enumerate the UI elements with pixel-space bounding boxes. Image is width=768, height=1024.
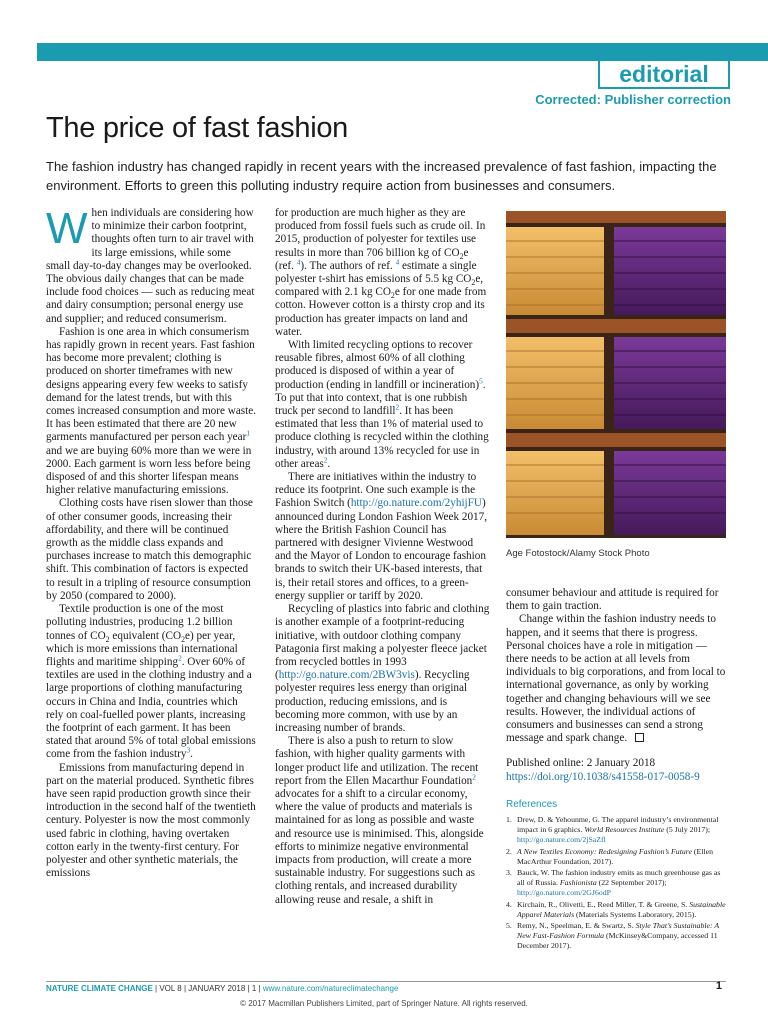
- reference-number: 1.: [506, 815, 512, 825]
- doi-link[interactable]: https://doi.org/10.1038/s41558-017-0058-9: [506, 770, 700, 783]
- paragraph-text: e for one made from cotton. However cotton is a thirsty crop and its production has greater impacts on land and water.: [275, 286, 487, 338]
- reference-title: Fashionista: [559, 878, 597, 888]
- reference-number: 3.: [506, 868, 512, 878]
- page-footer: [46, 984, 398, 993]
- paragraph: [46, 603, 256, 761]
- article-title: The price of fast fashion: [46, 112, 348, 144]
- reference-item: [506, 868, 726, 899]
- article-type-label: editorial: [619, 61, 709, 87]
- patagonia-link[interactable]: http://go.nature.com/2BW3vis: [278, 669, 415, 682]
- subscript: 2: [471, 278, 476, 288]
- footer-divider: [46, 981, 726, 982]
- paragraph-text: There is also a push to return to slow fashion, with higher quality garments with longer product life and utilization. The recent report from the Ellen Macarthur Foundation: [275, 735, 479, 787]
- reference-title: Sustainable Apparel Materials: [517, 899, 726, 919]
- paragraph-text: There are initiatives within the industry to reduce its footprint. One such example is the Fashion Switch (: [275, 471, 477, 510]
- paragraph-text: .: [327, 457, 331, 470]
- paragraph: [46, 326, 256, 498]
- subscript: 2: [459, 251, 464, 261]
- journal-name: NATURE CLIMATE CHANGE: [46, 984, 153, 993]
- paragraph-text: ). Recycling polyester requires less energy than original production, reducing emissions, and is becoming more common, with use by an increasing number of brands.: [275, 669, 470, 734]
- body-column-3: [506, 587, 726, 953]
- paragraph-text: With limited recycling options to recover reusable fibres, almost 60% of all clothing produced is disposed of within a year of production (ending in landfill or incineration): [275, 339, 480, 391]
- reference-text-part: (5 July 2017);: [664, 825, 711, 835]
- sweaters-photo: [506, 211, 726, 538]
- subscript: 2: [390, 291, 395, 301]
- paragraph: [275, 339, 490, 471]
- citation-ref[interactable]: 2: [472, 773, 476, 781]
- issue-details: | VOL 8 | JANUARY 2018 | 1 |: [152, 984, 263, 993]
- reference-item: [506, 847, 726, 867]
- reference-title: Style That’s Sustainable: A New Fast-Fashion Formula: [517, 921, 719, 941]
- paragraph: [46, 204, 256, 326]
- citation-ref[interactable]: 4: [296, 258, 301, 267]
- body-column-1: [46, 204, 257, 880]
- paragraph-text: e (ref.: [275, 246, 469, 272]
- paragraph: [275, 207, 490, 339]
- citation-ref[interactable]: 4: [395, 258, 400, 267]
- paragraph-text: hen individuals are considering how to minimize their carbon footprint, thoughts often turn to air travel with its large emissions, while some small day-to-day changes may be overlooked. The obvious daily changes that can be made include food choices — such as reducing meat and dairy consumption; personal energy use and supplier; and reduced consumerism.: [46, 207, 255, 325]
- journal-url-link[interactable]: www.nature.com/natureclimatechange: [262, 984, 399, 993]
- citation-ref[interactable]: 2: [178, 654, 182, 663]
- reference-text: [517, 868, 726, 899]
- paragraph-text: . Over 60% of textiles are used in the clothing industry and a large proportions of clothing manufacturing occurs in China and India, countries which rely on coal-fuelled power plants, increasing the footprint of each garment. It has been stated that around 5% of total global emissions come from the fashion industry: [46, 655, 256, 761]
- subscript: 2: [181, 634, 185, 644]
- photo-credit: Age Fotostock/Alamy Stock Photo: [506, 548, 650, 559]
- paragraph-text: and we are buying 60% more than we were in 2000. Each garment is worn less before being disposed of and this shorter lifespan means higher relative manufacturing emissions.: [46, 444, 252, 497]
- drop-cap: W: [46, 204, 88, 253]
- paragraph-text: equivalent (CO: [109, 629, 182, 642]
- reference-text-part: (22 September 2017);: [596, 878, 667, 888]
- reference-text-part: (Ellen MacArthur Foundation, 2017).: [517, 846, 713, 866]
- reference-text: [517, 847, 726, 867]
- paragraph-text: e) per year, which is more emissions than international flights and maritime shipping: [46, 629, 238, 668]
- paragraph-text: . It has been estimated that less than 1% of material used to produce clothing is recycled within the clothing industry, with around 13% recycled for use in other areas: [275, 405, 489, 470]
- citation-ref[interactable]: 5: [479, 376, 483, 385]
- paragraph-text: estimate a single polyester t-shirt has emissions of 5.5 kg CO: [275, 259, 477, 286]
- citation-ref[interactable]: 3: [186, 746, 191, 755]
- sweaters-illustration: [506, 211, 726, 538]
- reference-item: [506, 921, 726, 952]
- fashion-switch-link[interactable]: http://go.nature.com/2yhijFU: [350, 497, 482, 510]
- paragraph: [275, 735, 490, 907]
- reference-text-part: Remy, N., Speelman, E. & Swartz, S.: [517, 921, 636, 931]
- copyright-notice: © 2017 Macmillan Publishers Limited, part of Springer Nature. All rights reserved.: [240, 999, 528, 1008]
- subscript: 2: [105, 634, 110, 644]
- article-type-tab: [598, 61, 730, 89]
- citation-ref[interactable]: 2: [395, 403, 400, 412]
- correction-note[interactable]: Corrected: Publisher correction: [535, 92, 731, 107]
- paragraph-text: ). The authors of ref.: [300, 259, 396, 272]
- header-color-bar: [37, 43, 768, 61]
- standfirst: The fashion industry has changed rapidly in recent years with the increased prevalence of fast fashion, impacting the environment. Efforts to green this polluting industry require action from businesses and consumers.: [46, 159, 717, 193]
- paragraph-text: Textile production is one of the most polluting industries, producing 1.2 billion tonnes of CO: [46, 603, 233, 642]
- reference-title: World Resources Institute: [584, 825, 665, 835]
- reference-link[interactable]: http://go.nature.com/2jSaZfl: [517, 835, 606, 845]
- paragraph-text: . To put that into context, that is one rubbish truck per second to landfill: [275, 378, 486, 418]
- reference-title: A New Textiles Economy: Redesigning Fashion’s Future: [517, 846, 692, 856]
- references-heading: References: [506, 798, 558, 810]
- paragraph-text: for production are much higher as they are produced from fossil fuels such as crude oil. In 2015, production of polyester for textiles use results in more than 706 billion kg of CO: [275, 207, 486, 259]
- paragraph: [506, 613, 726, 745]
- reference-item: [506, 815, 726, 846]
- reference-number: 5.: [506, 921, 512, 931]
- reference-number: 2.: [506, 846, 512, 856]
- paragraph-text: Fashion is one area in which consumerism has rapidly grown in recent years. Fast fashion has become more prevalent; clothing is produced on shorter timeframes with new designs appearing every few weeks to satisfy demand for the latest trends, but with this comes increased consumption and more waste. It has been estimated that there are 20 new garments manufactured per person each year: [46, 325, 257, 444]
- paragraph: Emissions from manufacturing depend in part on the material produced. Synthetic fibres have seen rapid production growth since their introduction in the second half of the twentieth century. Polyester is now the most commonly used fabric in clothing, having overtaken cotton early in the twenty-first century. For polyester and other synthetic materials, the emissions: [46, 761, 256, 880]
- published-date: Published online: 2 January 2018: [506, 757, 656, 770]
- paragraph: [275, 471, 490, 603]
- paragraph-text: ) announced during London Fashion Week 2017, where the British Fashion Council has partnered with designer Vivienne Westwood and the Mayor of London to encourage fashion brands to switch their UK-based interests, that is, their retail stores and offices, to a green-energy supplier or tariff by 2020.: [275, 497, 488, 602]
- references-list: [506, 815, 726, 952]
- paragraph-text: advocates for a shift to a circular economy, where the value of products and materials is maintained for as long as possible and waste and resource use is minimised. This, alongside efforts to minimize negative environmental impacts from production, will create a more sustainable industry. For suggestions such as clothing rentals, and increased durability allowing reuse and resale, a shift in: [275, 787, 484, 906]
- paragraph-text: Change within the fashion industry needs to happen, and it seems that there is progress. Personal choices have a role in mitigation — there needs to be action at all levels from individuals to big corporations, and from local to international governance, as only by working together and changing behaviours will we see results. However, the individual actions of consumers and businesses can send a strong message and spark change.: [506, 613, 726, 745]
- paragraph-text: e, compared with 2.1 kg CO: [275, 273, 484, 299]
- paragraph-text: Recycling of plastics into fabric and clothing is another example of a footprint-reducing initiative, with outdoor clothing company Patagonia first making a polyester fleece jacket from recycled bottles in 1993 (: [275, 603, 490, 682]
- paragraph: [275, 603, 490, 735]
- body-column-2: [275, 207, 490, 907]
- reference-text: [517, 900, 726, 920]
- reference-text: [517, 921, 726, 952]
- reference-text-part: Kirchain, R., Olivetti, E., Reed Miller, T. & Greene, S.: [517, 899, 690, 909]
- reference-text-part: Bauck, W. The fashion industry emits as much greenhouse gas as all of Russia.: [517, 868, 721, 888]
- reference-text: [517, 815, 726, 846]
- paragraph-text: .: [190, 748, 193, 761]
- reference-text-part: (McKinsey&Company, accessed 11 December 2017).: [517, 931, 718, 951]
- page-number: 1: [715, 980, 722, 992]
- reference-item: [506, 900, 726, 920]
- citation-ref[interactable]: 1: [246, 429, 250, 438]
- paragraph: consumer behaviour and attitude is required for them to gain traction.: [506, 587, 719, 613]
- paragraph: Clothing costs have risen slower than those of other consumer goods, increasing their affordability, and there will be continued growth as the middle class expands and purchases increase to match this demographic shift. This combination of factors is expected to result in a tripling of resource consumption by 2050 (compared to 2000).: [46, 497, 253, 602]
- reference-text-part: Drew, D. & Yehounme, G. The apparel industry’s environmental impact in 6 graphics.: [517, 815, 719, 835]
- end-of-article-icon: [635, 733, 644, 742]
- reference-text-part: (Materials Systems Laboratory, 2015).: [574, 909, 697, 919]
- reference-number: 4.: [506, 899, 512, 909]
- reference-link[interactable]: http://go.nature.com/2GJ6odP: [517, 888, 611, 898]
- citation-ref[interactable]: 2: [323, 456, 328, 465]
